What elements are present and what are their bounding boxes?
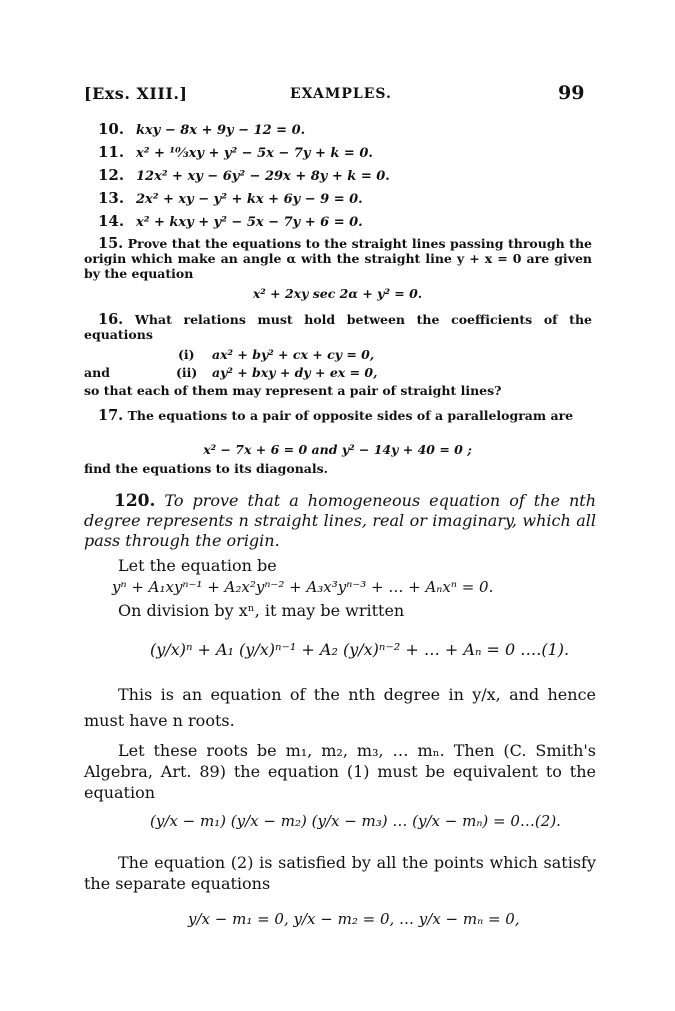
exercise-17-text bbox=[84, 408, 592, 423]
article-equation-2: (y/x − m₁) (y/x − m₂) (y/x − m₃) … (y/x − mₙ) = 0…(2). bbox=[150, 812, 561, 830]
exercise-number: 11. bbox=[98, 143, 125, 161]
article-equation-1: (y/x)ⁿ + A₁ (y/x)ⁿ⁻¹ + A₂ (y/x)ⁿ⁻² + … + Aₙ = 0 ….(1). bbox=[150, 640, 570, 659]
exercise-10 bbox=[98, 120, 305, 138]
exercise-15-equation: x² + 2xy sec 2α + y² = 0. bbox=[252, 286, 423, 301]
article-paragraph-2: Let these roots be m₁, m₂, m₃, … mₙ. Then (C. Smith's Algebra, Art. 89) the equation (1) must be equivalent to the equation bbox=[84, 741, 596, 802]
running-head-left: [Exs. XIII.] bbox=[84, 84, 188, 103]
exercise-number: 15. bbox=[98, 235, 124, 252]
exercise-17-tail: find the equations to its diagonals. bbox=[84, 461, 329, 476]
article-general-equation: yⁿ + A₁xyⁿ⁻¹ + A₂x²yⁿ⁻² + A₃x³yⁿ⁻³ + … + Aₙxⁿ = 0. bbox=[112, 578, 494, 596]
article-equation-3: y/x − m₁ = 0, y/x − m₂ = 0, … y/x − mₙ = 0, bbox=[188, 910, 520, 928]
article-division-text: On division by xⁿ, it may be written bbox=[118, 601, 405, 620]
exercise-16-tail: so that each of them may represent a pair of straight lines? bbox=[84, 383, 502, 398]
exercise-equation: 12x² + xy − 6y² − 29x + 8y + k = 0. bbox=[136, 169, 390, 184]
exercise-number: 12. bbox=[98, 166, 125, 184]
exercise-16-eq2: ay² + bxy + dy + ex = 0, bbox=[212, 365, 378, 380]
article-title: To prove that a homogeneous equation of the nth degree represents n straight lines, real or imaginary, which all pass through the origin. bbox=[84, 491, 597, 550]
exercise-16-eq2-label: (ii) bbox=[176, 365, 198, 380]
article-heading bbox=[84, 491, 596, 551]
exercise-12 bbox=[98, 166, 390, 184]
exercise-17-equation: x² − 7x + 6 = 0 and y² − 14y + 40 = 0 ; bbox=[203, 442, 472, 457]
exercise-number: 10. bbox=[98, 120, 125, 138]
article-number: 120. bbox=[114, 491, 156, 511]
exercise-equation: x² + ¹⁰⁄₃xy + y² − 5x − 7y + k = 0. bbox=[136, 146, 373, 161]
exercise-number: 13. bbox=[98, 189, 125, 207]
exercise-equation: 2x² + xy − y² + kx + 6y − 9 = 0. bbox=[136, 192, 363, 207]
article-let-text: Let the equation be bbox=[118, 556, 277, 575]
exercise-14 bbox=[98, 212, 363, 230]
exercise-statement: Prove that the equations to the straight lines passing through the origin which make an angle α with the straight line y + x = 0 are given by the equation bbox=[84, 236, 592, 281]
exercise-statement: What relations must hold between the coefficients of the equations bbox=[84, 312, 592, 342]
article-paragraph-1: This is an equation of the nth degree in y/x, and hence must have n roots. bbox=[84, 685, 596, 730]
exercise-16-and: and bbox=[84, 365, 110, 380]
exercise-number: 17. bbox=[98, 407, 124, 424]
exercise-11 bbox=[98, 143, 373, 161]
exercise-number: 16. bbox=[98, 311, 124, 328]
exercise-16-eq1-label: (i) bbox=[178, 347, 195, 362]
exercise-15-text bbox=[84, 236, 592, 281]
article-paragraph-3: The equation (2) is satisfied by all the points which satisfy the separate equations bbox=[84, 853, 596, 893]
running-head-title: EXAMPLES. bbox=[290, 86, 392, 102]
exercise-number: 14. bbox=[98, 212, 125, 230]
page-number: 99 bbox=[558, 82, 585, 104]
exercise-16-eq1: ax² + by² + cx + cy = 0, bbox=[212, 347, 375, 362]
exercise-equation: x² + kxy + y² − 5x − 7y + 6 = 0. bbox=[136, 215, 363, 230]
exercise-16-text bbox=[84, 312, 592, 342]
exercise-statement: The equations to a pair of opposite sides of a parallelogram are bbox=[127, 408, 574, 423]
exercise-13 bbox=[98, 189, 363, 207]
exercise-equation: kxy − 8x + 9y − 12 = 0. bbox=[136, 123, 306, 138]
